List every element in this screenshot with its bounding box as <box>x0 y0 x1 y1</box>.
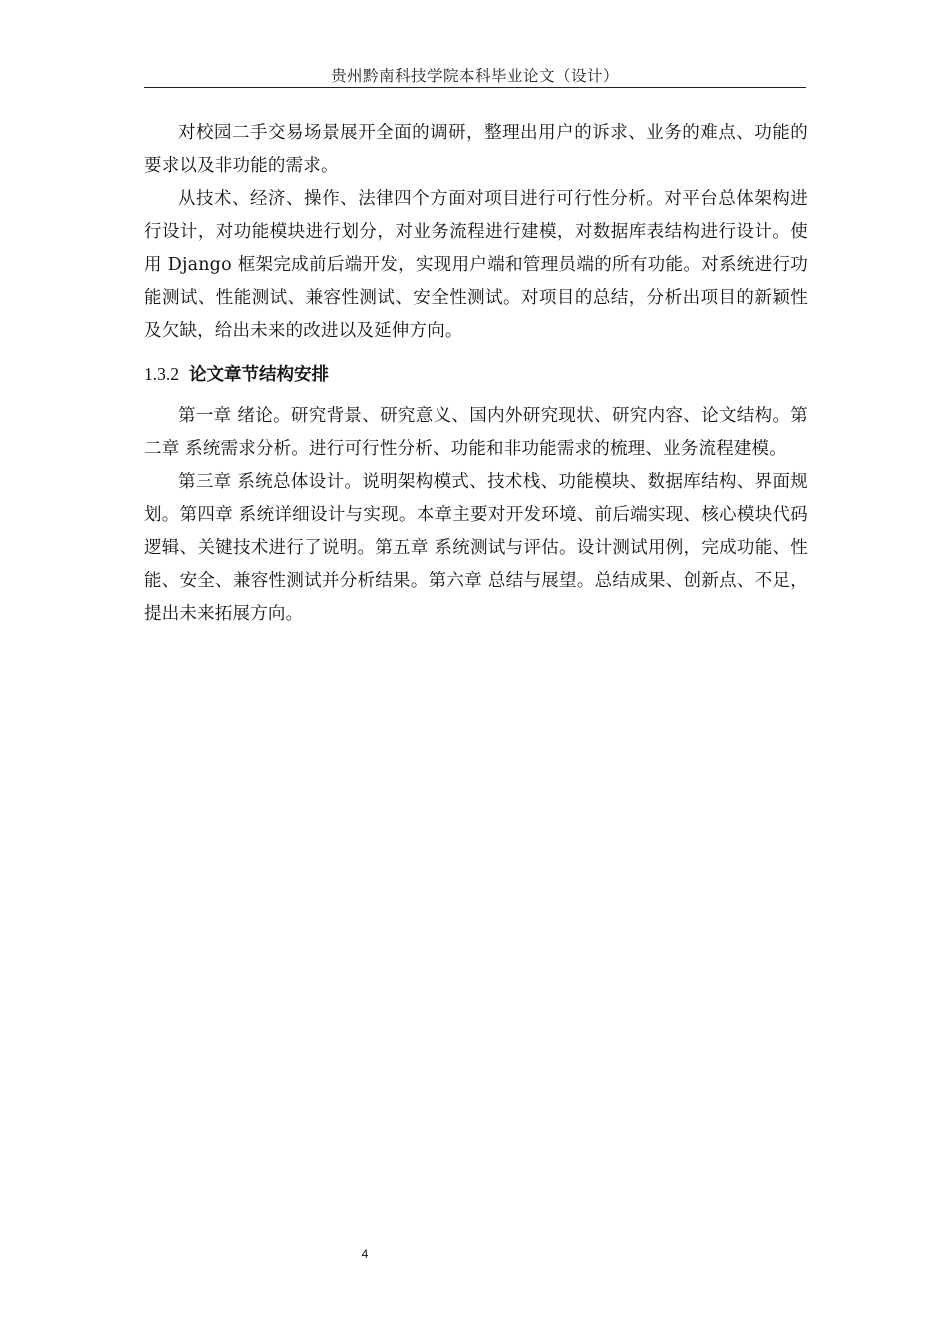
body-paragraph: 从技术、经济、操作、法律四个方面对项目进行可行性分析。对平台总体架构进行设计，对功能模块进行划分，对业务流程进行建模，对数据库表结构进行设计。使用 Django 框架完成前后端开发，实现用户端和管理员端的所有功能。对系统进行功能测试、性能测试、兼容性测试、安全性测试。对项目的总结，分析出项目的新颖性及欠缺，给出未来的改进以及延伸方向。 <box>144 189 808 341</box>
body-paragraph: 第一章 绪论。研究背景、研究意义、国内外研究现状、研究内容、论文结构。第二章 系统需求分析。进行可行性分析、功能和非功能需求的梳理、业务流程建模。 <box>144 406 808 459</box>
page-number: 4 <box>361 1247 369 1261</box>
running-header-title: 贵州黔南科技学院本科毕业论文（设计） <box>330 67 619 85</box>
body-paragraph: 对校园二手交易场景展开全面的调研，整理出用户的诉求、业务的难点、功能的要求以及非功能的需求。 <box>144 123 808 176</box>
document-body <box>144 117 808 631</box>
header-divider <box>144 87 806 88</box>
section-heading <box>144 358 808 392</box>
section-number: 1.3.2 <box>144 364 179 384</box>
body-paragraph: 第三章 系统总体设计。说明架构模式、技术栈、功能模块、数据库结构、界面规划。第四章 系统详细设计与实现。本章主要对开发环境、前后端实现、核心模块代码逻辑、关键技术进行了说明。第五章 系统测试与评估。设计测试用例，完成功能、性能、安全、兼容性测试并分析结果。第六章 总结与展望。总结成果、创新点、不足，提出未来拓展方向。 <box>144 472 808 624</box>
section-title: 论文章节结构安排 <box>189 365 329 385</box>
